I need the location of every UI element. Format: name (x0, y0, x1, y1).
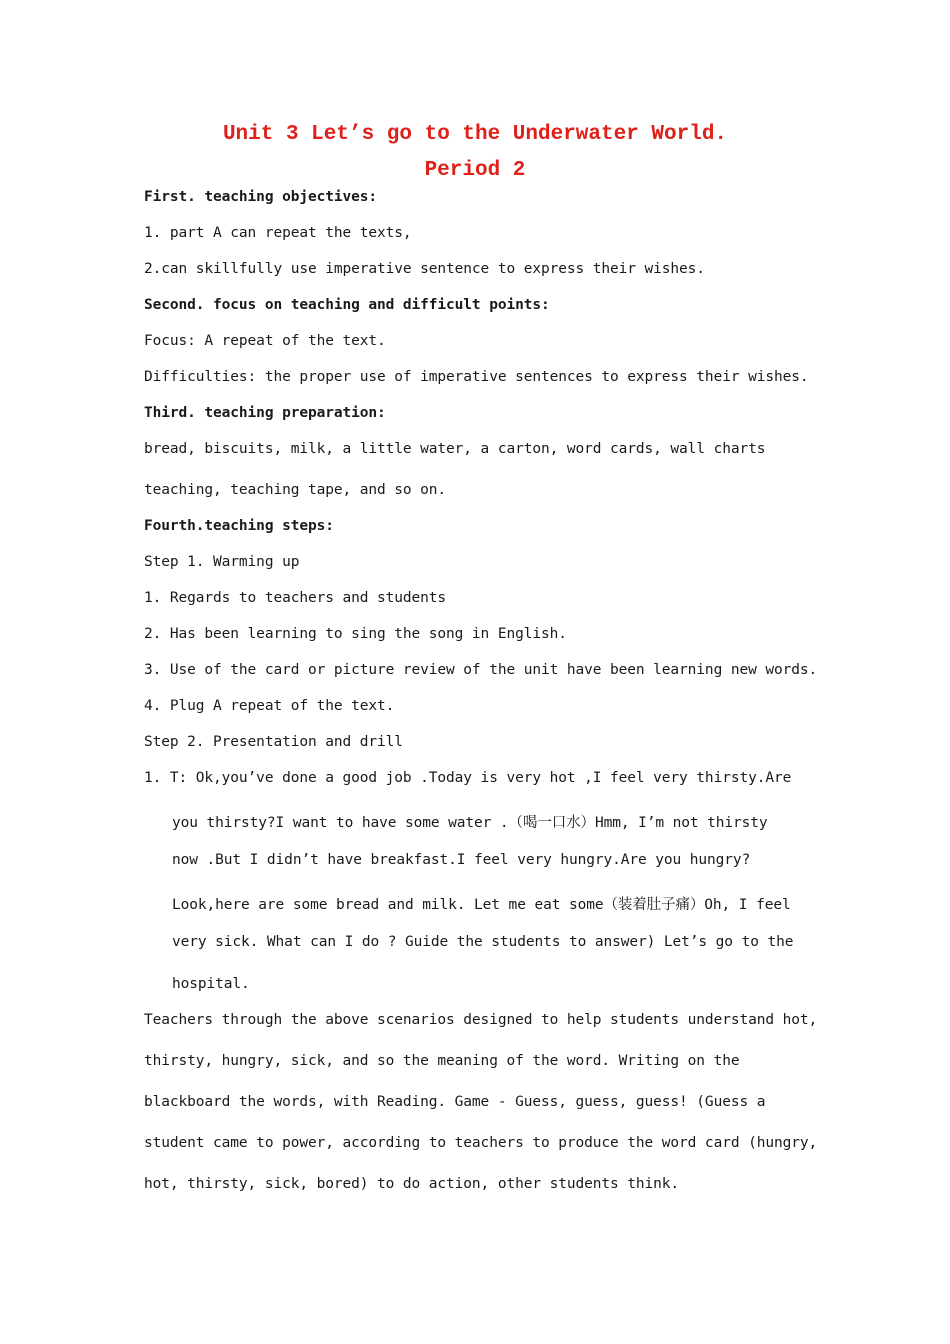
step2-dialogue-line: hospital. (172, 976, 250, 992)
objectives-heading: First. teaching objectives: (144, 189, 378, 205)
step2-dialogue-line: 1. T: Ok,you’ve done a good job .Today is very hot ,I feel very thirsty.Are (144, 770, 792, 786)
step1-item: 3. Use of the card or picture review of the unit have been learning new words. (144, 662, 818, 678)
objective-item: 2.can skillfully use imperative sentence to express their wishes. (144, 261, 705, 277)
period-subtitle: Period 2 (424, 159, 526, 182)
difficulties-text: Difficulties: the proper use of imperative sentences to express their wishes. (144, 369, 809, 385)
preparation-line: bread, biscuits, milk, a little water, a carton, word cards, wall charts (144, 441, 766, 457)
focus-text: Focus: A repeat of the text. (144, 333, 386, 349)
step1-item: 4. Plug A repeat of the text. (144, 698, 395, 714)
document-title: Unit 3 Let’s go to the Underwater World. (222, 123, 728, 146)
focus-heading: Second. focus on teaching and difficult points: (144, 297, 550, 313)
step2-dialogue-line: now .But I didn’t have breakfast.I feel very hungry.Are you hungry? (172, 852, 751, 868)
step1-item: 1. Regards to teachers and students (144, 590, 447, 606)
objective-item: 1. part A can repeat the texts, (144, 225, 412, 241)
step2-dialogue-line: Look,here are some bread and milk. Let me eat some（装着肚子痛）Oh, I feel (172, 897, 791, 913)
step1-item: 2. Has been learning to sing the song in English. (144, 626, 567, 642)
step2-paragraph-line: student came to power, according to teachers to produce the word card (hungry, (144, 1135, 818, 1151)
step2-paragraph-line: Teachers through the above scenarios designed to help students understand hot, (144, 1012, 818, 1028)
step2-dialogue-line: very sick. What can I do ? Guide the students to answer) Let’s go to the (172, 934, 794, 950)
step2-dialogue-line: you thirsty?I want to have some water .（喝一口水）Hmm, I’m not thirsty (172, 815, 768, 831)
step2-label: Step 2. Presentation and drill (144, 734, 403, 750)
preparation-line: teaching, teaching tape, and so on. (144, 482, 447, 498)
step2-paragraph-line: hot, thirsty, sick, bored) to do action, other students think. (144, 1176, 680, 1192)
step2-paragraph-line: thirsty, hungry, sick, and so the meaning of the word. Writing on the (144, 1053, 740, 1069)
step2-paragraph-line: blackboard the words, with Reading. Game - Guess, guess, guess! (Guess a (144, 1094, 766, 1110)
step1-label: Step 1. Warming up (144, 554, 300, 570)
steps-heading: Fourth.teaching steps: (144, 518, 334, 534)
preparation-heading: Third. teaching preparation: (144, 405, 386, 421)
